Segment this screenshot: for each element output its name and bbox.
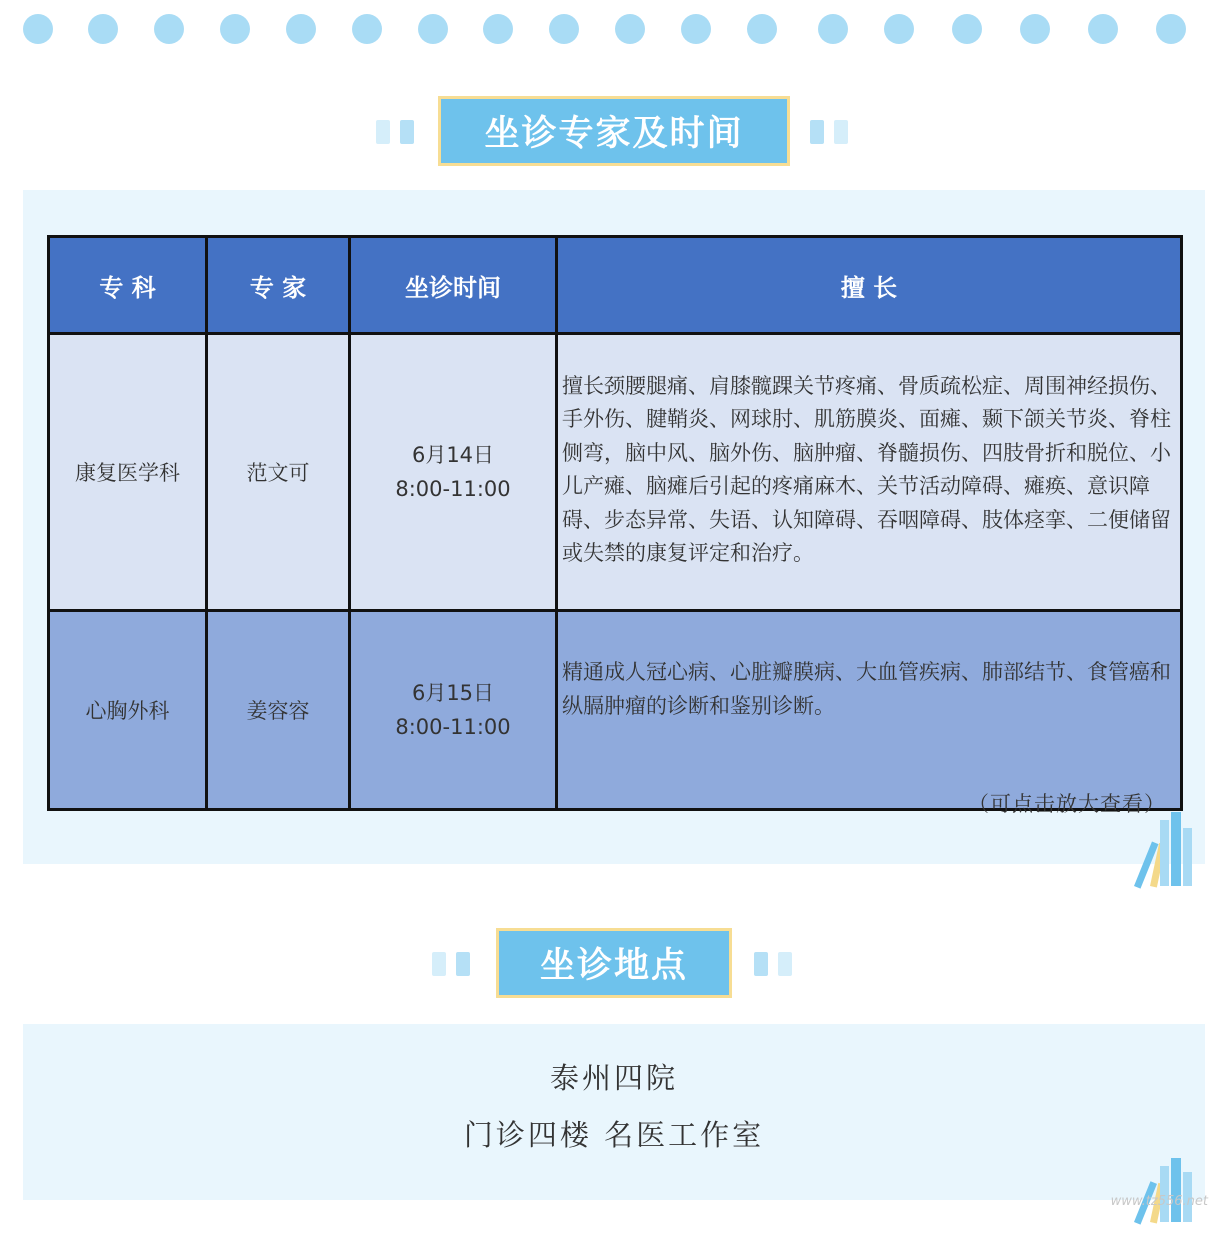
department-cell: 康复医学科 (49, 334, 207, 611)
department-cell: 心胸外科 (49, 611, 207, 810)
time-cell (350, 334, 557, 611)
header-expert: 专 家 (207, 237, 350, 334)
section-title-experts-label: 坐诊专家及时间 (438, 96, 790, 166)
expert-cell: 姜容容 (207, 611, 350, 810)
header-department: 专 科 (49, 237, 207, 334)
section-title-location (0, 928, 1224, 1000)
books-icon (1130, 1142, 1202, 1222)
hospital-name: 泰州四院 (549, 1061, 678, 1095)
clinic-address: 门诊四楼 名医工作室 (463, 1118, 765, 1152)
section-title-location-label: 坐诊地点 (496, 928, 732, 998)
date-text: 6月15日 (411, 681, 495, 705)
books-icon (1130, 806, 1202, 886)
header-specialty: 擅 长 (557, 237, 1182, 334)
hours-text: 8:00-11:00 (395, 477, 511, 501)
location-panel (23, 1024, 1205, 1200)
zoom-hint: （可点击放大查看） (968, 792, 1166, 816)
table-row (49, 334, 1182, 611)
specialty-cell: 擅长颈腰腿痛、肩膝髋踝关节疼痛、骨质疏松症、周围神经损伤、手外伤、腱鞘炎、网球肘、肌筋膜炎、面瘫、颞下颌关节炎、脊柱侧弯，脑中风、脑外伤、脑肿瘤、脊髓损伤、四肢骨折和脱位、小儿产瘫、脑瘫后引起的疼痛麻木、关节活动障碍、瘫痪、意识障碍、步态异常、失语、认知障碍、吞咽障碍、肢体痉挛、二便储留或失禁的康复评定和治疗。 (557, 334, 1182, 611)
expert-cell: 范文可 (207, 334, 350, 611)
table-header-row (49, 237, 1182, 334)
date-text: 6月14日 (411, 443, 495, 467)
hours-text: 8:00-11:00 (395, 715, 511, 739)
top-dots-decoration (0, 14, 1224, 54)
section-title-experts (0, 96, 1224, 168)
table-row (49, 611, 1182, 810)
watermark: www.tz556.net (1110, 1194, 1208, 1209)
header-time: 坐诊时间 (350, 237, 557, 334)
specialty-cell: 精通成人冠心病、心脏瓣膜病、大血管疾病、肺部结节、食管癌和纵膈肿瘤的诊断和鉴别诊断。 (557, 611, 1182, 810)
schedule-table (47, 235, 1183, 811)
time-cell (350, 611, 557, 810)
